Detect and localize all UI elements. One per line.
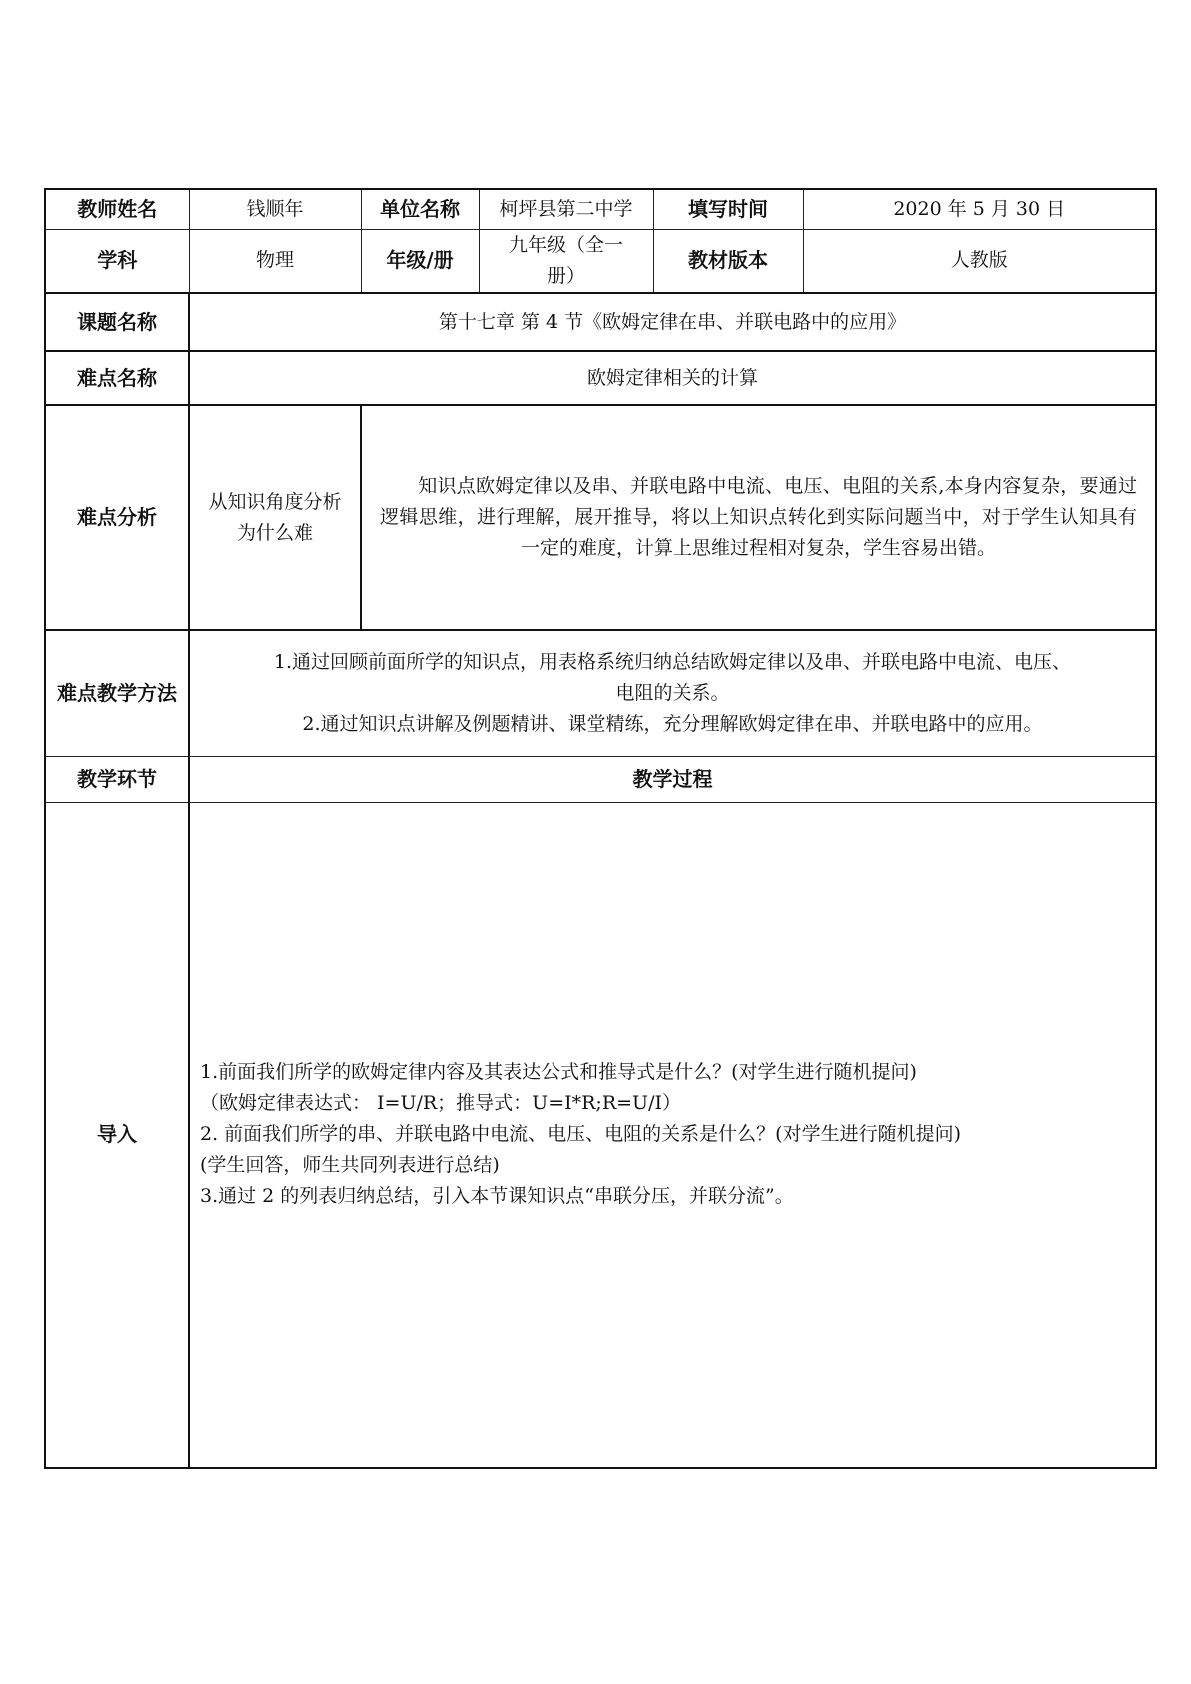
intro-line4: (学生回答，师生共同列表进行总结) (200, 1154, 500, 1177)
edition-label: 教材版本 (653, 229, 803, 293)
intro-line3: 2. 前面我们所学的串、并联电路中电流、电压、电阻的关系是什么？(对学生进行随机提问) (200, 1123, 961, 1146)
fill-date-label: 填写时间 (653, 189, 803, 229)
grade-value (479, 229, 653, 293)
difficulty-value: 欧姆定律相关的计算 (189, 351, 1156, 405)
analysis-sub-label-line2: 为什么难 (236, 521, 313, 544)
row-analysis (45, 405, 1156, 630)
analysis-text (361, 405, 1156, 630)
teacher-name-label: 教师姓名 (45, 189, 189, 229)
row-difficulty (45, 351, 1156, 405)
method-line2: 电阻的关系。 (615, 681, 730, 704)
method-line3: 2.通过知识点讲解及例题精讲、课堂精练，充分理解欧姆定律在串、并联电路中的应用。 (302, 712, 1043, 735)
method-text (189, 630, 1156, 756)
intro-line2: （欧姆定律表达式： I=U/R；推导式：U=I*R;R=U/I） (200, 1092, 681, 1115)
row-teacher (45, 189, 1156, 229)
topic-label: 课题名称 (45, 293, 189, 351)
analysis-sub-label (189, 405, 361, 630)
lesson-plan-table (44, 188, 1157, 1469)
grade-value-line2: 册） (546, 264, 585, 287)
teacher-name-value: 钱顺年 (189, 189, 361, 229)
unit-name-value: 柯坪县第二中学 (479, 189, 653, 229)
process-header-label: 教学过程 (189, 756, 1156, 802)
analysis-sub-label-line1: 从知识角度分析 (208, 490, 342, 513)
row-subject (45, 229, 1156, 293)
edition-value: 人教版 (803, 229, 1156, 293)
difficulty-label: 难点名称 (45, 351, 189, 405)
stage-header-label: 教学环节 (45, 756, 189, 802)
analysis-label: 难点分析 (45, 405, 189, 630)
fill-date-value: 2020 年 5 月 30 日 (803, 189, 1156, 229)
intro-label: 导入 (45, 802, 189, 1468)
analysis-text-content: 知识点欧姆定律以及串、并联电路中电流、电压、电阻的关系,本身内容复杂，要通过逻辑思维，进行理解，展开推导，将以上知识点转化到实际问题当中，对于学生认知具有一定的难度，计算上思维过程相对复杂，学生容易出错。 (380, 475, 1137, 559)
intro-line5: 3.通过 2 的列表归纳总结，引入本节课知识点“串联分压，并联分流”。 (200, 1185, 794, 1208)
subject-label: 学科 (45, 229, 189, 293)
row-process-header (45, 756, 1156, 802)
row-topic (45, 293, 1156, 351)
unit-name-label: 单位名称 (361, 189, 479, 229)
row-intro (45, 802, 1156, 1468)
method-line1: 1.通过回顾前面所学的知识点，用表格系统归纳总结欧姆定律以及串、并联电路中电流、电压、 (273, 650, 1072, 673)
intro-line1: 1.前面我们所学的欧姆定律内容及其表达公式和推导式是什么？(对学生进行随机提问) (200, 1061, 917, 1084)
row-method (45, 630, 1156, 756)
subject-value: 物理 (189, 229, 361, 293)
topic-value: 第十七章 第 4 节《欧姆定律在串、并联电路中的应用》 (189, 293, 1156, 351)
grade-label: 年级/册 (361, 229, 479, 293)
intro-text (189, 802, 1156, 1468)
grade-value-line1: 九年级（全一 (508, 233, 623, 256)
method-label: 难点教学方法 (45, 630, 189, 756)
